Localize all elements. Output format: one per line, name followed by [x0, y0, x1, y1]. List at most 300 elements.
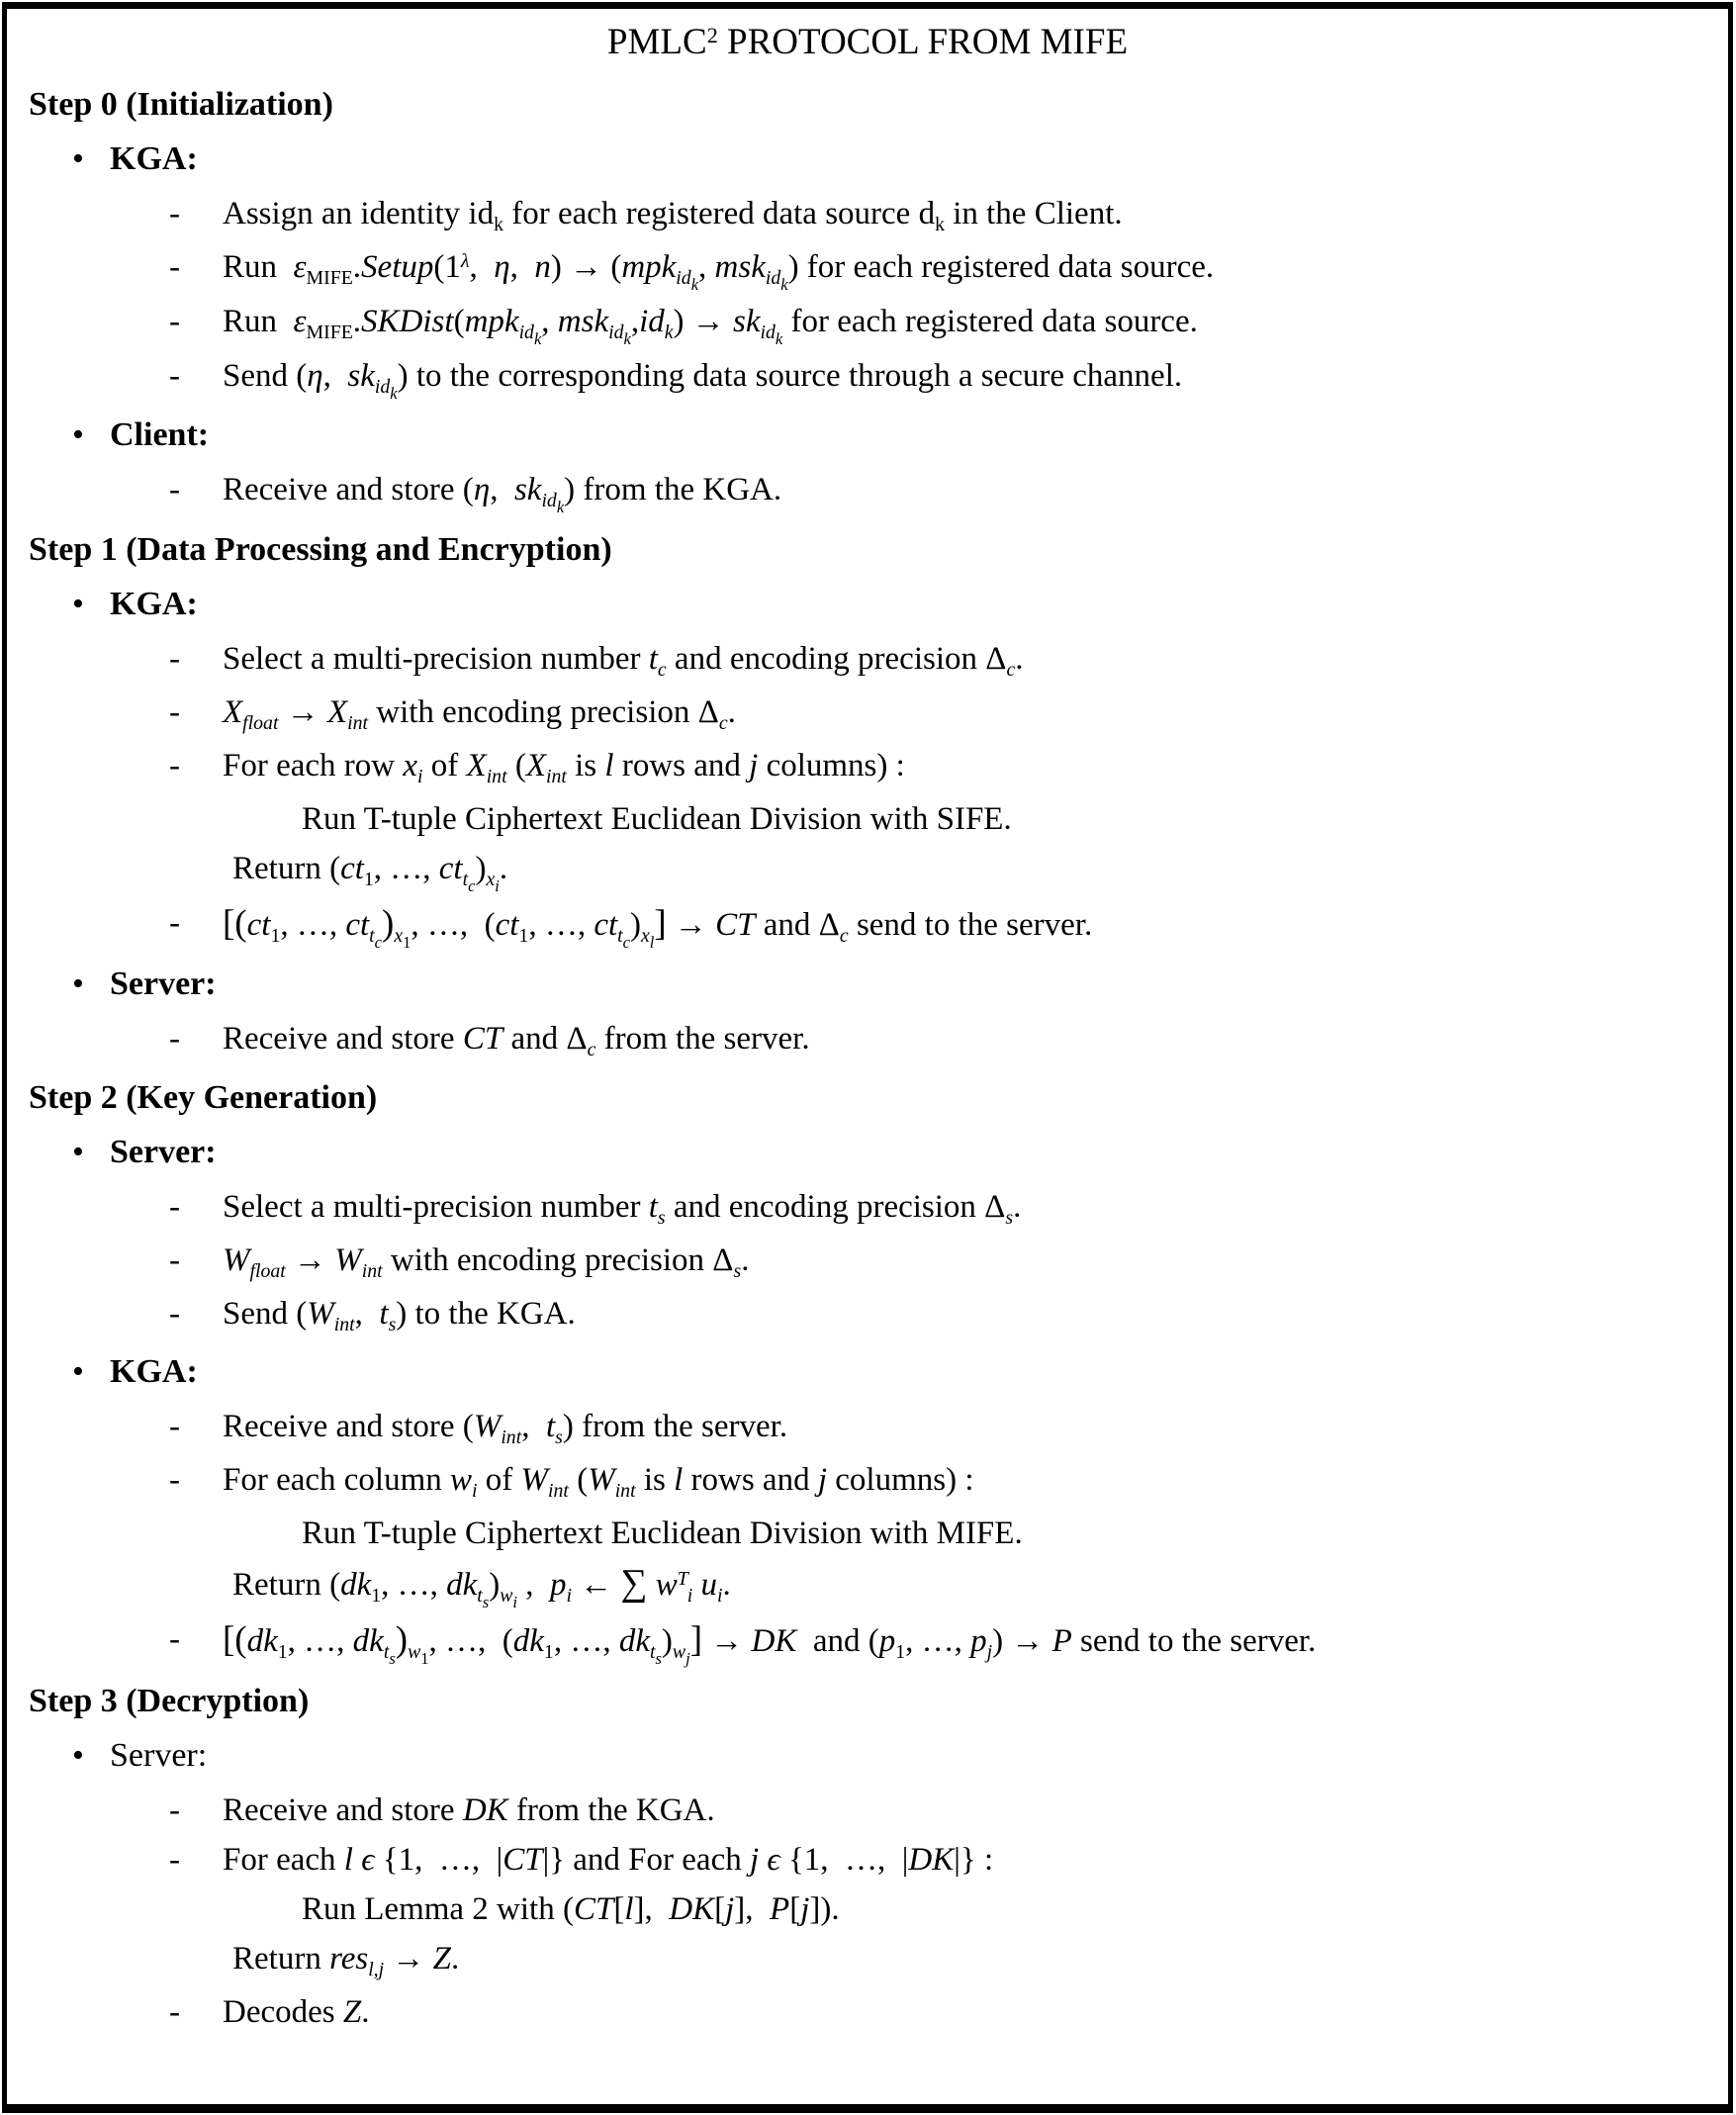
text-segment: Z: [432, 1941, 451, 1977]
text-segment: id: [639, 304, 665, 339]
text-segment: P: [1051, 1623, 1072, 1659]
text-segment: t: [617, 924, 623, 947]
text-segment: 1: [895, 1640, 906, 1663]
protocol-line: [23, 1837, 1712, 1883]
line-text: [223, 1189, 1022, 1229]
bullet-icon: •: [72, 1134, 84, 1170]
text-segment: .: [450, 1941, 460, 1977]
text-segment: ) to the corresponding data source through a secure channel.: [397, 358, 1183, 394]
line-text: [29, 531, 612, 568]
bullet-icon: •: [72, 966, 84, 1002]
text-segment: λ: [460, 250, 470, 273]
text-segment: {1, …, |: [787, 1842, 909, 1878]
text-segment: ←: [571, 1567, 621, 1603]
text-segment: (: [568, 1462, 589, 1498]
text-segment: k: [556, 497, 565, 516]
bullet-icon: •: [72, 1353, 84, 1390]
text-segment: Return (: [232, 851, 341, 886]
text-segment: j: [817, 1462, 827, 1498]
line-text: [110, 140, 198, 177]
text-segment: l: [343, 1842, 353, 1878]
line-text: [223, 196, 1123, 235]
text-segment: ): [489, 1567, 501, 1603]
text-segment: X: [326, 694, 348, 730]
text-segment: ): [475, 851, 487, 886]
text-segment: Receive and store: [223, 1021, 463, 1057]
text-segment: Assign an identity id: [223, 196, 495, 231]
text-segment: T: [677, 1568, 687, 1591]
text-segment: ,: [322, 358, 348, 394]
text-segment: DK: [908, 1842, 955, 1878]
line-text: [223, 1618, 1317, 1668]
dash-icon: -: [169, 1621, 180, 1657]
text-segment: ε: [293, 304, 307, 339]
text-segment: t: [379, 1296, 389, 1332]
text-segment: ) to the KGA.: [396, 1296, 576, 1332]
text-segment: , …,: [905, 1623, 971, 1659]
text-segment: .: [499, 851, 508, 886]
text-segment: KGA:: [110, 586, 198, 622]
actor-bullet: [23, 1130, 1712, 1175]
line-text: [232, 1941, 460, 1980]
bullet-icon: •: [72, 1737, 84, 1774]
text-segment: is: [566, 748, 605, 783]
text-segment: , …, (: [411, 907, 496, 943]
text-segment: dk: [446, 1567, 478, 1603]
text-segment: →: [278, 694, 327, 730]
line-text: [302, 1891, 840, 1927]
text-segment: with encoding precision Δ: [382, 1242, 734, 1278]
text-segment: l,j: [368, 1958, 385, 1980]
line-text: [223, 641, 1024, 681]
text-segment: sk: [347, 358, 375, 394]
text-segment: int: [548, 1479, 569, 1502]
text-segment: ,: [490, 472, 514, 507]
text-segment: j: [749, 1842, 760, 1878]
protocol-body: [23, 82, 1712, 2035]
text-segment: dk: [340, 1567, 372, 1603]
text-segment: Step 0 (Initialization): [29, 86, 333, 123]
text-segment: →: [384, 1941, 433, 1977]
text-segment: c: [587, 1038, 596, 1060]
text-segment: Step 2 (Key Generation): [29, 1079, 378, 1116]
line-text: [223, 304, 1198, 348]
text-segment: η: [307, 358, 323, 394]
text-segment: ) from the KGA.: [564, 472, 782, 507]
text-segment: float: [242, 711, 279, 734]
text-segment: Server:: [110, 1134, 217, 1170]
line-text: [223, 1462, 974, 1502]
dash-icon: -: [169, 1021, 180, 1057]
text-segment: ,: [509, 249, 535, 285]
dash-icon: -: [169, 1242, 180, 1278]
dash-icon: -: [169, 1462, 180, 1498]
text-segment: id: [374, 375, 391, 398]
line-text: [29, 1079, 377, 1116]
text-segment: p: [549, 1567, 567, 1603]
line-text: [223, 249, 1215, 294]
protocol-frame: [2, 2, 1733, 2113]
text-segment: n: [534, 249, 551, 285]
text-segment: k: [935, 213, 945, 235]
text-segment: from the KGA.: [507, 1793, 715, 1828]
text-segment: ,: [516, 1567, 550, 1603]
text-segment: W: [334, 1242, 362, 1278]
text-segment: Step 1 (Data Processing and Encryption): [29, 531, 612, 568]
text-segment: ϵ: [759, 1842, 788, 1878]
text-segment: 1: [543, 1640, 554, 1663]
text-segment: s: [482, 1592, 490, 1611]
text-segment: c: [839, 924, 849, 947]
text-segment: Run: [223, 304, 294, 339]
line-text: [223, 1842, 993, 1878]
protocol-line: [23, 467, 1712, 517]
text-segment: i: [495, 875, 500, 895]
text-segment: 2: [706, 22, 718, 47]
text-segment: Select a multi-precision number: [223, 1189, 649, 1225]
text-segment: c: [622, 932, 630, 952]
text-segment: and Δ: [503, 1021, 588, 1057]
actor-bullet: [23, 962, 1712, 1007]
text-segment: Setup: [361, 249, 434, 285]
text-segment: t: [649, 1640, 656, 1663]
text-segment: id: [608, 321, 624, 343]
text-segment: dk: [352, 1623, 384, 1659]
text-segment: w: [672, 1640, 686, 1663]
text-segment: .: [1015, 641, 1024, 677]
text-segment: ) → (: [550, 249, 622, 285]
text-segment: (: [506, 748, 526, 783]
text-segment: ϵ: [352, 1842, 383, 1878]
text-segment: [648, 1567, 656, 1603]
text-segment: , …,: [553, 1623, 619, 1659]
protocol-line: [23, 1511, 1712, 1556]
text-segment: .: [361, 1994, 370, 2030]
text-segment: c: [1006, 658, 1016, 681]
text-segment: i: [566, 1584, 572, 1607]
text-segment: |} :: [954, 1842, 994, 1878]
protocol-line: [23, 1238, 1712, 1287]
text-segment: ct: [438, 851, 463, 886]
text-segment: id: [760, 321, 776, 343]
text-segment: send to the server.: [848, 907, 1093, 943]
text-segment: int: [614, 1479, 636, 1502]
text-segment: [: [613, 1891, 625, 1927]
text-segment: , …, (: [428, 1623, 513, 1659]
protocol-line: [23, 1184, 1712, 1234]
text-segment: k: [494, 213, 503, 235]
text-segment: ]: [654, 902, 667, 943]
text-segment: Receive and store: [223, 1793, 463, 1828]
text-segment: i: [716, 1584, 723, 1607]
text-segment: [: [789, 1891, 801, 1927]
dash-icon: -: [169, 249, 180, 285]
text-segment: CT: [503, 1842, 543, 1878]
text-segment: ,: [521, 1409, 546, 1444]
text-segment: 1: [277, 1640, 288, 1663]
text-segment: For each: [223, 1842, 344, 1878]
text-segment: MIFE: [306, 321, 353, 343]
text-segment: int: [347, 711, 369, 734]
text-segment: t: [477, 1584, 483, 1607]
text-segment: j: [685, 1648, 690, 1668]
text-segment: i: [686, 1584, 693, 1607]
text-segment: p: [970, 1623, 987, 1659]
protocol-line: [23, 1936, 1712, 1985]
text-segment: sk: [733, 304, 761, 339]
text-segment: ,: [354, 1296, 380, 1332]
protocol-line: [23, 900, 1712, 953]
text-segment: c: [718, 711, 728, 734]
text-segment: msk: [714, 249, 766, 285]
text-segment: send to the server.: [1071, 1623, 1317, 1659]
figure-title: [23, 19, 1712, 70]
text-segment: 1: [270, 924, 281, 947]
text-segment: CT: [462, 1021, 503, 1057]
text-segment: dk: [512, 1623, 544, 1659]
text-segment: l: [604, 748, 614, 783]
text-segment: with encoding precision Δ: [368, 694, 719, 730]
text-segment: Z: [342, 1994, 362, 2030]
text-segment: w: [500, 1584, 513, 1607]
text-segment: id: [765, 266, 781, 289]
text-segment: ct: [340, 851, 364, 886]
text-segment: j: [800, 1891, 810, 1927]
text-segment: (: [453, 304, 465, 339]
protocol-line: [23, 846, 1712, 896]
text-segment: s: [733, 1259, 742, 1282]
text-segment: ]: [689, 1618, 702, 1659]
text-segment: CT: [715, 907, 756, 943]
protocol-line: [23, 743, 1712, 792]
text-segment: η: [473, 472, 491, 507]
text-segment: Return: [232, 1941, 330, 1977]
text-segment: mpk: [621, 249, 677, 285]
text-segment: ct: [495, 907, 519, 943]
text-segment: Send (: [223, 358, 308, 394]
text-segment: t: [383, 1640, 390, 1663]
text-segment: ): [395, 1618, 409, 1659]
text-segment: PROTOCOL FROM MIFE: [717, 22, 1129, 62]
actor-bullet: [23, 137, 1712, 182]
line-text: [223, 1409, 788, 1448]
text-segment: and Δ: [755, 907, 840, 943]
text-segment: Step 3 (Decryption): [29, 1683, 310, 1719]
dash-icon: -: [169, 748, 180, 783]
line-text: [232, 851, 508, 895]
text-segment: .: [741, 1242, 750, 1278]
text-segment: l: [674, 1462, 684, 1498]
text-segment: s: [657, 1206, 666, 1229]
text-segment: x: [394, 924, 404, 947]
text-segment: Server:: [110, 1737, 208, 1774]
actor-bullet: [23, 582, 1712, 627]
text-segment: float: [249, 1259, 286, 1282]
text-segment: and encoding precision Δ: [665, 1189, 1006, 1225]
text-segment: s: [655, 1648, 662, 1668]
text-segment: t: [545, 1409, 556, 1444]
text-segment: ): [382, 902, 395, 943]
text-segment: ) for each registered data source.: [787, 249, 1215, 285]
text-segment: w: [450, 1462, 473, 1498]
protocol-line: [23, 1560, 1712, 1612]
text-segment: id: [676, 266, 691, 289]
text-segment: (1: [433, 249, 461, 285]
text-segment: rows and: [613, 748, 750, 783]
dash-icon: -: [169, 905, 180, 941]
text-segment: .: [352, 304, 362, 339]
text-segment: .: [722, 1567, 731, 1603]
text-segment: i: [417, 765, 423, 787]
text-segment: {1, …, |: [382, 1842, 503, 1878]
line-text: [110, 1737, 207, 1774]
line-text: [223, 748, 905, 787]
text-segment: i: [472, 1479, 478, 1502]
text-segment: columns) :: [758, 748, 905, 783]
protocol-line: [23, 1291, 1712, 1340]
bullet-icon: •: [72, 140, 84, 177]
text-segment: k: [623, 328, 631, 348]
text-segment: for each registered data source d: [503, 196, 936, 231]
line-text: [110, 966, 217, 1002]
text-segment: and (: [796, 1623, 879, 1659]
dash-icon: -: [169, 1793, 180, 1828]
line-text: [223, 358, 1183, 403]
line-text: [223, 1994, 369, 2030]
dash-icon: -: [169, 472, 180, 507]
dash-icon: -: [169, 304, 180, 339]
line-text: [110, 416, 209, 453]
text-segment: in the Client.: [944, 196, 1123, 231]
protocol-line: [23, 636, 1712, 686]
line-text: [110, 1353, 198, 1390]
text-segment: ): [661, 1623, 673, 1659]
bullet-icon: •: [72, 416, 84, 453]
text-segment: p: [878, 1623, 896, 1659]
actor-bullet: [23, 413, 1712, 458]
dash-icon: -: [169, 1409, 180, 1444]
text-segment: int: [361, 1259, 383, 1282]
text-segment: [(: [223, 902, 247, 943]
text-segment: Run T-tuple Ciphertext Euclidean Division with SIFE.: [302, 801, 1012, 837]
text-segment: c: [468, 875, 476, 895]
text-segment: and encoding precision Δ: [666, 641, 1007, 677]
text-segment: ,: [630, 304, 640, 339]
text-segment: from the server.: [595, 1021, 810, 1057]
text-segment: i: [512, 1592, 517, 1611]
text-segment: X: [466, 748, 487, 783]
text-segment: , …,: [381, 1567, 447, 1603]
text-segment: ) →: [673, 304, 734, 339]
text-segment: is: [635, 1462, 675, 1498]
line-text: [223, 694, 736, 734]
text-segment: DK: [669, 1891, 715, 1927]
text-segment: k: [390, 383, 398, 403]
text-segment: , …,: [528, 907, 594, 943]
line-text: [223, 1242, 750, 1282]
line-text: [302, 1516, 1023, 1551]
text-segment: →: [666, 907, 716, 943]
text-segment: int: [486, 765, 507, 787]
text-segment: ct: [345, 907, 370, 943]
text-segment: CT: [573, 1891, 614, 1927]
text-segment: u: [700, 1567, 717, 1603]
dash-icon: -: [169, 1842, 180, 1878]
protocol-line: [23, 191, 1712, 240]
text-segment: int: [501, 1425, 522, 1448]
text-segment: dk: [618, 1623, 650, 1659]
text-segment: SKDist: [361, 304, 454, 339]
text-segment: k: [780, 274, 788, 294]
step-heading: [23, 527, 1712, 573]
text-segment: W: [307, 1296, 334, 1332]
text-segment: k: [690, 274, 699, 294]
protocol-line: [23, 796, 1712, 842]
text-segment: x: [640, 924, 650, 947]
text-segment: of: [477, 1462, 521, 1498]
text-segment: s: [388, 1313, 397, 1335]
text-segment: dk: [246, 1623, 278, 1659]
text-segment: 1: [371, 1584, 382, 1607]
text-segment: 1: [363, 868, 374, 890]
text-segment: Run T-tuple Ciphertext Euclidean Division with MIFE.: [302, 1516, 1023, 1551]
text-segment: of: [422, 748, 467, 783]
protocol-line: [23, 353, 1712, 404]
protocol-line: [23, 1788, 1712, 1833]
dash-icon: -: [169, 1994, 180, 2030]
text-segment: Server:: [110, 966, 217, 1002]
step-heading: [23, 82, 1712, 128]
text-segment: j: [986, 1640, 993, 1663]
text-segment: ct: [246, 907, 271, 943]
text-segment: ct: [594, 907, 618, 943]
text-segment: η: [494, 249, 510, 285]
text-segment: .: [352, 249, 362, 285]
text-segment: ,: [469, 249, 495, 285]
actor-bullet: [23, 1733, 1712, 1779]
protocol-line: [23, 1886, 1712, 1932]
dash-icon: -: [169, 694, 180, 730]
text-segment: Run Lemma 2 with (: [302, 1891, 574, 1927]
text-segment: 1: [518, 924, 529, 947]
protocol-line: [23, 299, 1712, 349]
text-segment: Run: [223, 249, 294, 285]
text-segment: ε: [293, 249, 307, 285]
text-segment: s: [389, 1648, 396, 1668]
line-text: [29, 1683, 309, 1719]
text-segment: .: [727, 694, 736, 730]
text-segment: Decodes: [223, 1994, 343, 2030]
text-segment: t: [369, 924, 375, 947]
text-segment: k: [775, 328, 783, 348]
text-segment: res: [329, 1941, 369, 1977]
text-segment: ,: [698, 249, 715, 285]
text-segment: t: [648, 641, 658, 677]
text-segment: j: [749, 748, 759, 783]
text-segment: .: [1013, 1189, 1022, 1225]
text-segment: , …,: [287, 1623, 353, 1659]
line-text: [223, 1021, 810, 1060]
line-text: [223, 902, 1093, 952]
text-segment: 1: [403, 932, 411, 952]
dash-icon: -: [169, 196, 180, 231]
text-segment: KGA:: [110, 140, 198, 177]
text-segment: s: [555, 1425, 563, 1448]
text-segment: ,: [541, 304, 558, 339]
text-segment: ],: [734, 1891, 771, 1927]
text-segment: |} and For each: [542, 1842, 750, 1878]
text-segment: sk: [513, 472, 542, 507]
